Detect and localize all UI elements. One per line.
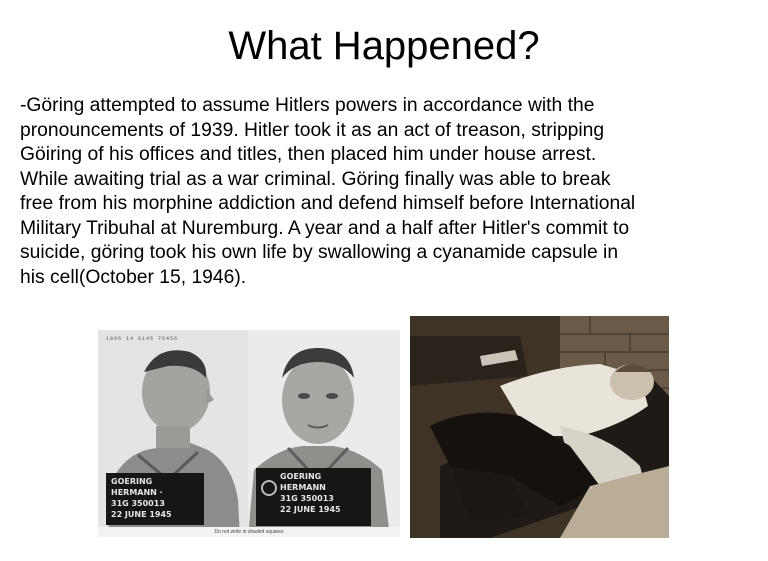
body-line: pronouncements of 1939. Hitler took it as an act of treason, stripping — [20, 119, 605, 141]
slide-body-text — [20, 94, 750, 290]
body-line: his cell(October 15, 1946). — [20, 266, 247, 288]
plate-line: 22 JUNE 1945 — [111, 510, 172, 519]
body-line: suicide, göring took his own life by swallowing a cyanamide capsule in — [20, 242, 619, 263]
body-line: -Göring attempted to assume Hitlers powers in accordance with the — [20, 95, 595, 116]
mugshot-bottom-caption: Do not write in shaded squares — [98, 527, 400, 537]
slide-title: What Happened? — [228, 24, 540, 68]
cell-photo — [410, 316, 669, 538]
mugshot-top-caption: 1096 14 0145 76456 — [106, 336, 179, 342]
mugshot-photo — [98, 330, 400, 537]
body-line: Göiring of his offices and titles, then placed him under house arrest. — [20, 144, 597, 165]
body-line: free from his morphine addiction and defend himself before International — [20, 193, 636, 214]
body-line: While awaiting trial as a war criminal. Göring finally was able to break — [20, 168, 611, 190]
plate-line: 31G 350013 — [111, 499, 165, 508]
plate-line: GOERING — [280, 472, 322, 481]
plate-line: GOERING — [111, 477, 153, 486]
body-line: Military Tribuhal at Nuremburg. A year and a half after Hitler's commit to — [20, 217, 630, 239]
id-plate-profile — [106, 473, 204, 525]
plate-line: HERMANN · — [111, 488, 163, 497]
plate-line: 31G 350013 — [280, 494, 334, 503]
plate-line: 22 JUNE 1945 — [280, 505, 341, 514]
plate-line: HERMANN — [280, 483, 326, 492]
seal-icon — [261, 480, 277, 496]
cell-scene — [410, 316, 669, 538]
id-plate-front — [256, 468, 371, 526]
